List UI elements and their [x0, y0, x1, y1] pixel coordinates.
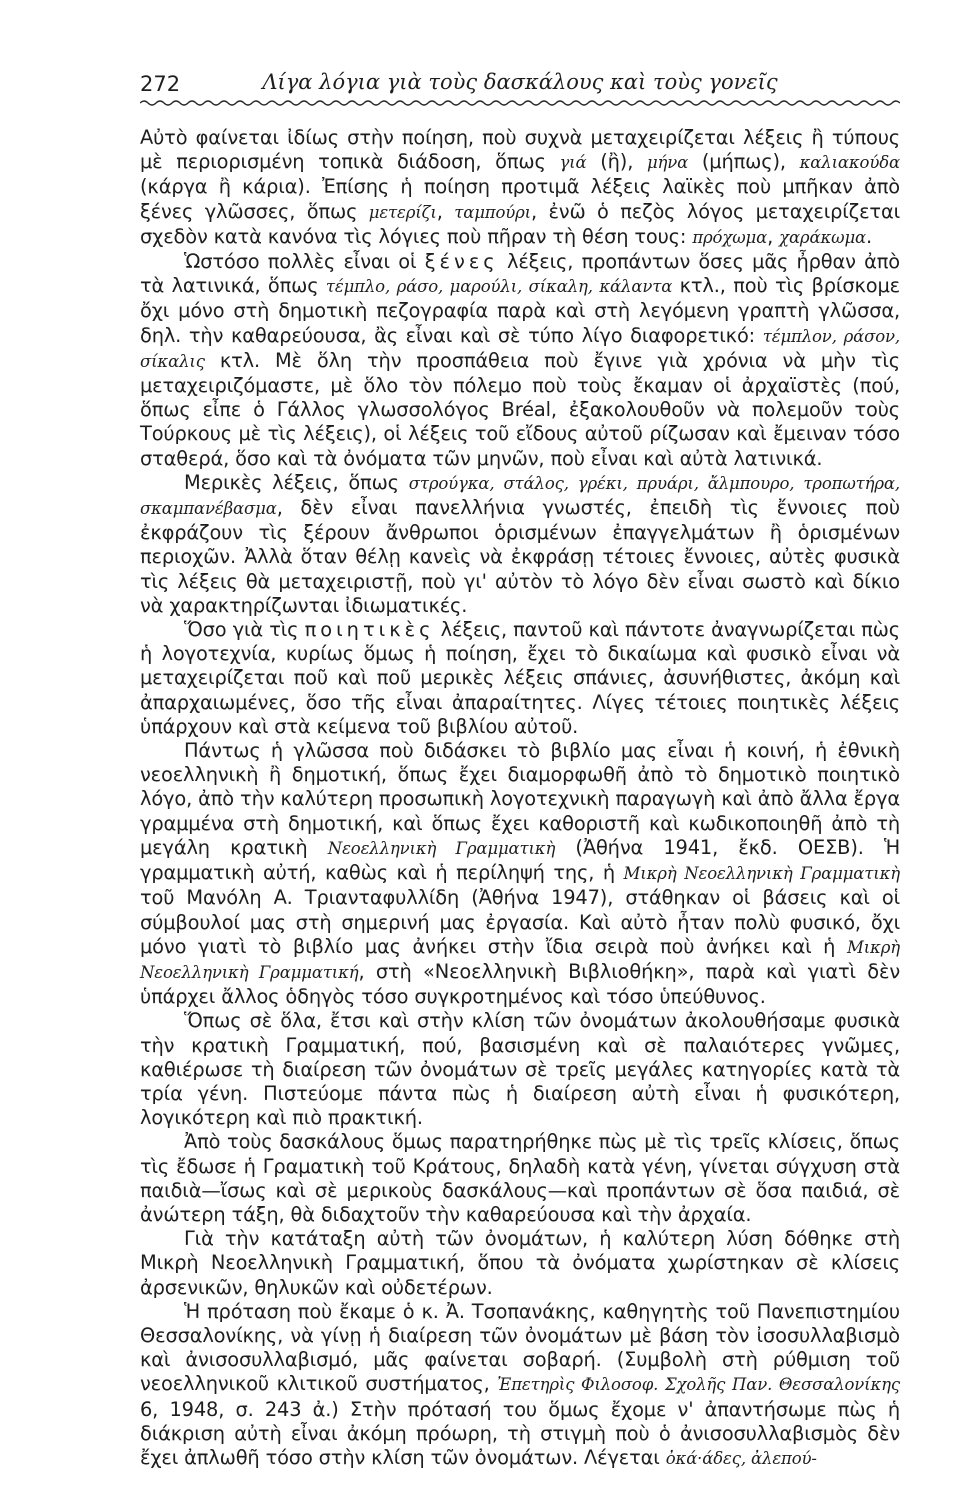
- page-number: 272: [140, 72, 181, 96]
- italic-term: τέμπλο, ράσο, μαρούλι, σίκαλη, κάλαντα: [325, 277, 673, 297]
- text-run: λέξεις, παντοῦ καὶ πάντοτε ἀναγνωρίζεται πὼς ἡ λογοτεχνία, κυρίως ὅμως ἡ ποίηση, ἔχει τὸ δικαίωμα καὶ φυσικὸ εἶναι νὰ μεταχειρίζεται ποῦ καὶ ποῦ μερικὲς λέξεις σπάνιες, ἀσυνήθιστες, ἀκόμη καὶ ἀπαρχαιωμένες, ὅσο τῆς εἶναι ἀπαραίτητες. Λίγες τέτοιες ποιητικὲς λέξεις ὑπάρχουν καὶ στὰ κείμενα τοῦ βιβλίου αὐτοῦ.: [140, 618, 900, 738]
- italic-term: καλιακούδα: [799, 153, 901, 173]
- text-run: (ἢ),: [586, 150, 647, 174]
- italic-term: Νεοελληνικὴ Γραμματικὴ: [327, 838, 556, 858]
- text-run: Ὅπως σὲ ὅλα, ἔτσι καὶ στὴν κλίση τῶν ὀνομάτων ἀκολουθήσαμε φυσικὰ τὴν κρατικὴ Γραμματική, πού, βασισμένη καὶ σὲ παλαιότερες γνῶμες, καθιέρωσε τὴ διαίρεση τῶν ὀνομάτων σὲ τρεῖς μεγάλες κατηγορίες κατὰ τὰ τρία γένη. Πιστεύομε πάντα πὼς ἡ διαίρεση αὐτὴ εἶναι ἡ φυσικότερη, λογικότερη καὶ πιὸ πρακτική.: [140, 1009, 900, 1130]
- text-run: λέξεις, προπάντων ὅσες μᾶς ἦρθαν ἀπὸ τὰ λατινικά, ὅπως: [140, 250, 900, 298]
- paragraph: [140, 618, 900, 739]
- running-title: Λίγα λόγια γιὰ τοὺς δασκάλους καὶ τοὺς γονεῖς: [262, 70, 778, 94]
- text-run: Ὡστόσο πολλὲς εἶναι οἱ: [184, 250, 425, 274]
- italic-term: Ἐπετηρὶς Φιλοσοφ. Σχολῆς Παν. Θεσσαλονίκης: [497, 1375, 900, 1395]
- text-run: ,: [767, 224, 780, 248]
- text-run: Αὐτὸ φαίνεται ἰδίως στὴν ποίηση, ποὺ συχνὰ μεταχειρίζεται λέξεις ἢ τύπους μὲ περιορισμένη τοπικὰ διάδοση, ὅπως: [140, 126, 900, 174]
- paragraph: [140, 1130, 900, 1227]
- text-run: , δὲν εἶναι πανελλήνια γνωστές, ἐπειδὴ τὶς ἔννοιες ποὺ ἐκφράζουν τὶς ξέρουν ἄνθρωποι ὁρισμένων ἐπαγγελμάτων ἢ ὁρισμένων περιοχῶν. Ἀλλὰ ὅταν θέλῃ κανεὶς νὰ ἐκφράσῃ τέτοιες ἔννοιες, αὐτὲς φυσικὰ τὶς λέξεις θὰ μεταχειριστῇ, ποὺ γι' αὐτὸν τὸ λόγο δὲν εἶναι σωστὸ καὶ δίκιο νὰ χαρακτηρίζωνται ἰδιωματικές.: [140, 496, 900, 617]
- text-run: κτλ. Μὲ ὅλη τὴν προσπάθεια ποὺ ἔγινε γιὰ χρόνια νὰ μὴν τὶς μεταχειριζόμαστε, μὲ ὅλο τὸν πόλεμο ποὺ τοὺς ἔκαμαν οἱ ἀρχαϊστὲς (πού, ὅπως εἶπε ὁ Γάλλος γλωσσολόγος Bréal, ἐξακολουθοῦν νὰ πολεμοῦν τοὺς Τούρκους μὲ τὶς λέξεις), οἱ λέξεις τοῦ εἴδους αὐτοῦ ρίζωσαν καὶ ἔμειναν τόσο σταθερά, ὅσο καὶ τὰ ὀνόματα τῶν μηνῶν, ποὺ εἶναι καὶ αὐτὰ λατινικά.: [140, 348, 900, 470]
- italic-term: Μικρὴ Νεοελληνικὴ Γραμματικὴ: [623, 864, 900, 884]
- paragraph: [140, 126, 900, 250]
- body-text: [140, 126, 900, 1471]
- italic-term: ταμπούρι: [454, 202, 531, 222]
- text-run: ,: [436, 199, 455, 223]
- paragraph: [140, 250, 900, 471]
- text-run: Ἀπὸ τοὺς δασκάλους ὅμως παρατηρήθηκε πὼς μὲ τὶς τρεῖς κλίσεις, ὅπως τὶς ἔδωσε ἡ Γραματικὴ τοῦ Κράτους, δηλαδὴ κατὰ γένη, γίνεται σύγχυση στὰ παιδιὰ—ἴσως καὶ σὲ μερικοὺς δασκάλους—καὶ προπάντων σὲ ὅσα παιδιά, σὲ ἀνώτερη τάξη, θὰ διδαχτοῦν τὴν καθαρεύουσα καὶ τὴν ἀρχαία.: [140, 1130, 900, 1226]
- text-run: (Ἀθήνα 1941, ἔκδ. ΟΕΣΒ). Ἡ γραμματικὴ αὐτή, καθὼς καὶ ἡ περίληψή της, ἡ: [140, 835, 901, 885]
- italic-term: χαράκωμα: [779, 227, 867, 247]
- italic-term: γιά: [559, 153, 587, 173]
- italic-term: πρόχωμα: [692, 227, 768, 247]
- paragraph: [140, 471, 900, 618]
- text-run: (κάργα ἢ κάρια). Ἐπίσης ἡ ποίηση προτιμᾶ λέξεις λαϊκὲς ποὺ μπῆκαν ἀπὸ ξένες γλῶσσες, ὅπως: [140, 175, 900, 223]
- text-run: (μήπως),: [688, 150, 800, 174]
- spaced-term: ξένες: [424, 250, 499, 274]
- text-run: Ἡ πρόταση ποὺ ἔκαμε ὁ κ. Ἀ. Τσοπανάκης, καθηγητὴς τοῦ Πανεπιστημίου Θεσσαλονίκης, νὰ γίνῃ ἡ διαίρεση τῶν ὀνομάτων μὲ βάση τὸν ἰσοσυλλαβισμὸ καὶ ἀνισοσυλλαβισμό, μᾶς φαίνεται σοβαρή. (Συμβολὴ στὴ ρύθμιση τοῦ νεοελληνικοῦ κλιτικοῦ συστήματος,: [140, 1299, 900, 1396]
- italic-term: μήνα: [646, 153, 689, 173]
- text-run: .: [866, 224, 873, 248]
- italic-term: Μικρὴ Νεοελληνικὴ Γραμματική: [140, 937, 900, 982]
- italic-term: στρούγκα, στάλος, γρέκι, πρυάρι, ἄλμπουρο, τροπωτήρα, σκαμπανέβασμα: [140, 473, 900, 519]
- paragraph: [140, 1227, 900, 1300]
- paragraph: [140, 1300, 900, 1471]
- text-run: Ὅσο γιὰ τὶς: [184, 618, 305, 642]
- text-run: Μερικὲς λέξεις, ὅπως: [184, 470, 409, 494]
- paragraph: [140, 739, 900, 1009]
- text-run: , ἐνῶ ὁ πεζὸς λόγος μεταχειρίζεται σχεδὸν κατὰ κανόνα τὶς λόγιες ποὺ πῆραν τὴ θέση τους:: [140, 199, 900, 248]
- text-run: κτλ., ποὺ τὶς βρίσκομε ὄχι μόνο στὴ δημοτικὴ πεζογραφία παρὰ καὶ στὴ λεγόμενη γραπτὴ γλῶσσα, δηλ. τὴν καθαρεύουσα, ἂς εἶναι καὶ σὲ τύπο λίγο διαφορετικό:: [140, 274, 900, 347]
- text-run: , στὴ «Νεοελληνικὴ Βιβλιοθήκη», παρὰ καὶ γιατὶ δὲν ὑπάρχει ἄλλος ὁδηγὸς τόσο συγκροτημένος καὶ τόσο ὑπεύθυνος.: [140, 959, 900, 1009]
- paragraph: [140, 1009, 900, 1130]
- italic-term: ὀκά·άδες, ἀλεπού-: [665, 1448, 817, 1468]
- text-run: Πάντως ἡ γλῶσσα ποὺ διδάσκει τὸ βιβλίο μας εἶναι ἡ κοινή, ἡ ἐθνικὴ νεοελληνικὴ ἢ δημοτική, ὅπως ἔχει διαμορφωθῆ ἀπὸ τὸ δημοτικὸ ποιητικὸ λόγο, ἀπὸ τὴν καλύτερη προσωπικὴ λογοτεχνικὴ παραγωγὴ καὶ ἀπὸ ἄλλα ἔργα γραμμένα στὴ δημοτική, καὶ ὅπως ἔχει καθοριστῆ καὶ κωδικοποιηθῆ ἀπὸ τὴ μεγάλη κρατικὴ: [140, 739, 900, 859]
- text-run: τοῦ Μανόλη Α. Τριανταφυλλίδη (Ἀθήνα 1947), στάθηκαν οἱ βάσεις καὶ οἱ σύμβουλοί μας στὴ σημερινή μας ἐργασία. Καὶ αὐτὸ ἦταν πολὺ φυσικό, ὄχι μόνο γιατὶ τὸ βιβλίο μας ἀνήκει στὴν ἴδια σειρὰ ποὺ ἀνήκει καὶ ἡ: [140, 886, 900, 958]
- text-run: 6, 1948, σ. 243 ἀ.) Στὴν πρότασή του ὅμως ἔχομε ν' ἀπαντήσωμε πὼς ἡ διάκριση αὐτὴ εἶναι ἀκόμη πρόωρη, τὴ στιγμὴ ποὺ ὁ ἀνισοσυλλαβισμὸς δὲν ἔχει ἀπλωθῆ τόσο στὴν κλίση τῶν ὀνομάτων. Λέγεται: [140, 1397, 900, 1469]
- spaced-term: ποιητικὲς: [304, 618, 435, 642]
- italic-term: μετερίζι: [368, 202, 437, 222]
- italic-term: τέμπλον, ράσον, σίκαλις: [140, 326, 900, 371]
- wavy-rule-divider: [140, 98, 900, 108]
- text-run: Γιὰ τὴν κατάταξη αὐτὴ τῶν ὀνομάτων, ἡ καλύτερη λύση δόθηκε στὴ Μικρὴ Νεοελληνικὴ Γραμματική, ὅπου τὰ ὀνόματα χωρίστηκαν σὲ κλίσεις ἀρσενικῶν, θηλυκῶν καὶ οὐδετέρων.: [140, 1227, 900, 1299]
